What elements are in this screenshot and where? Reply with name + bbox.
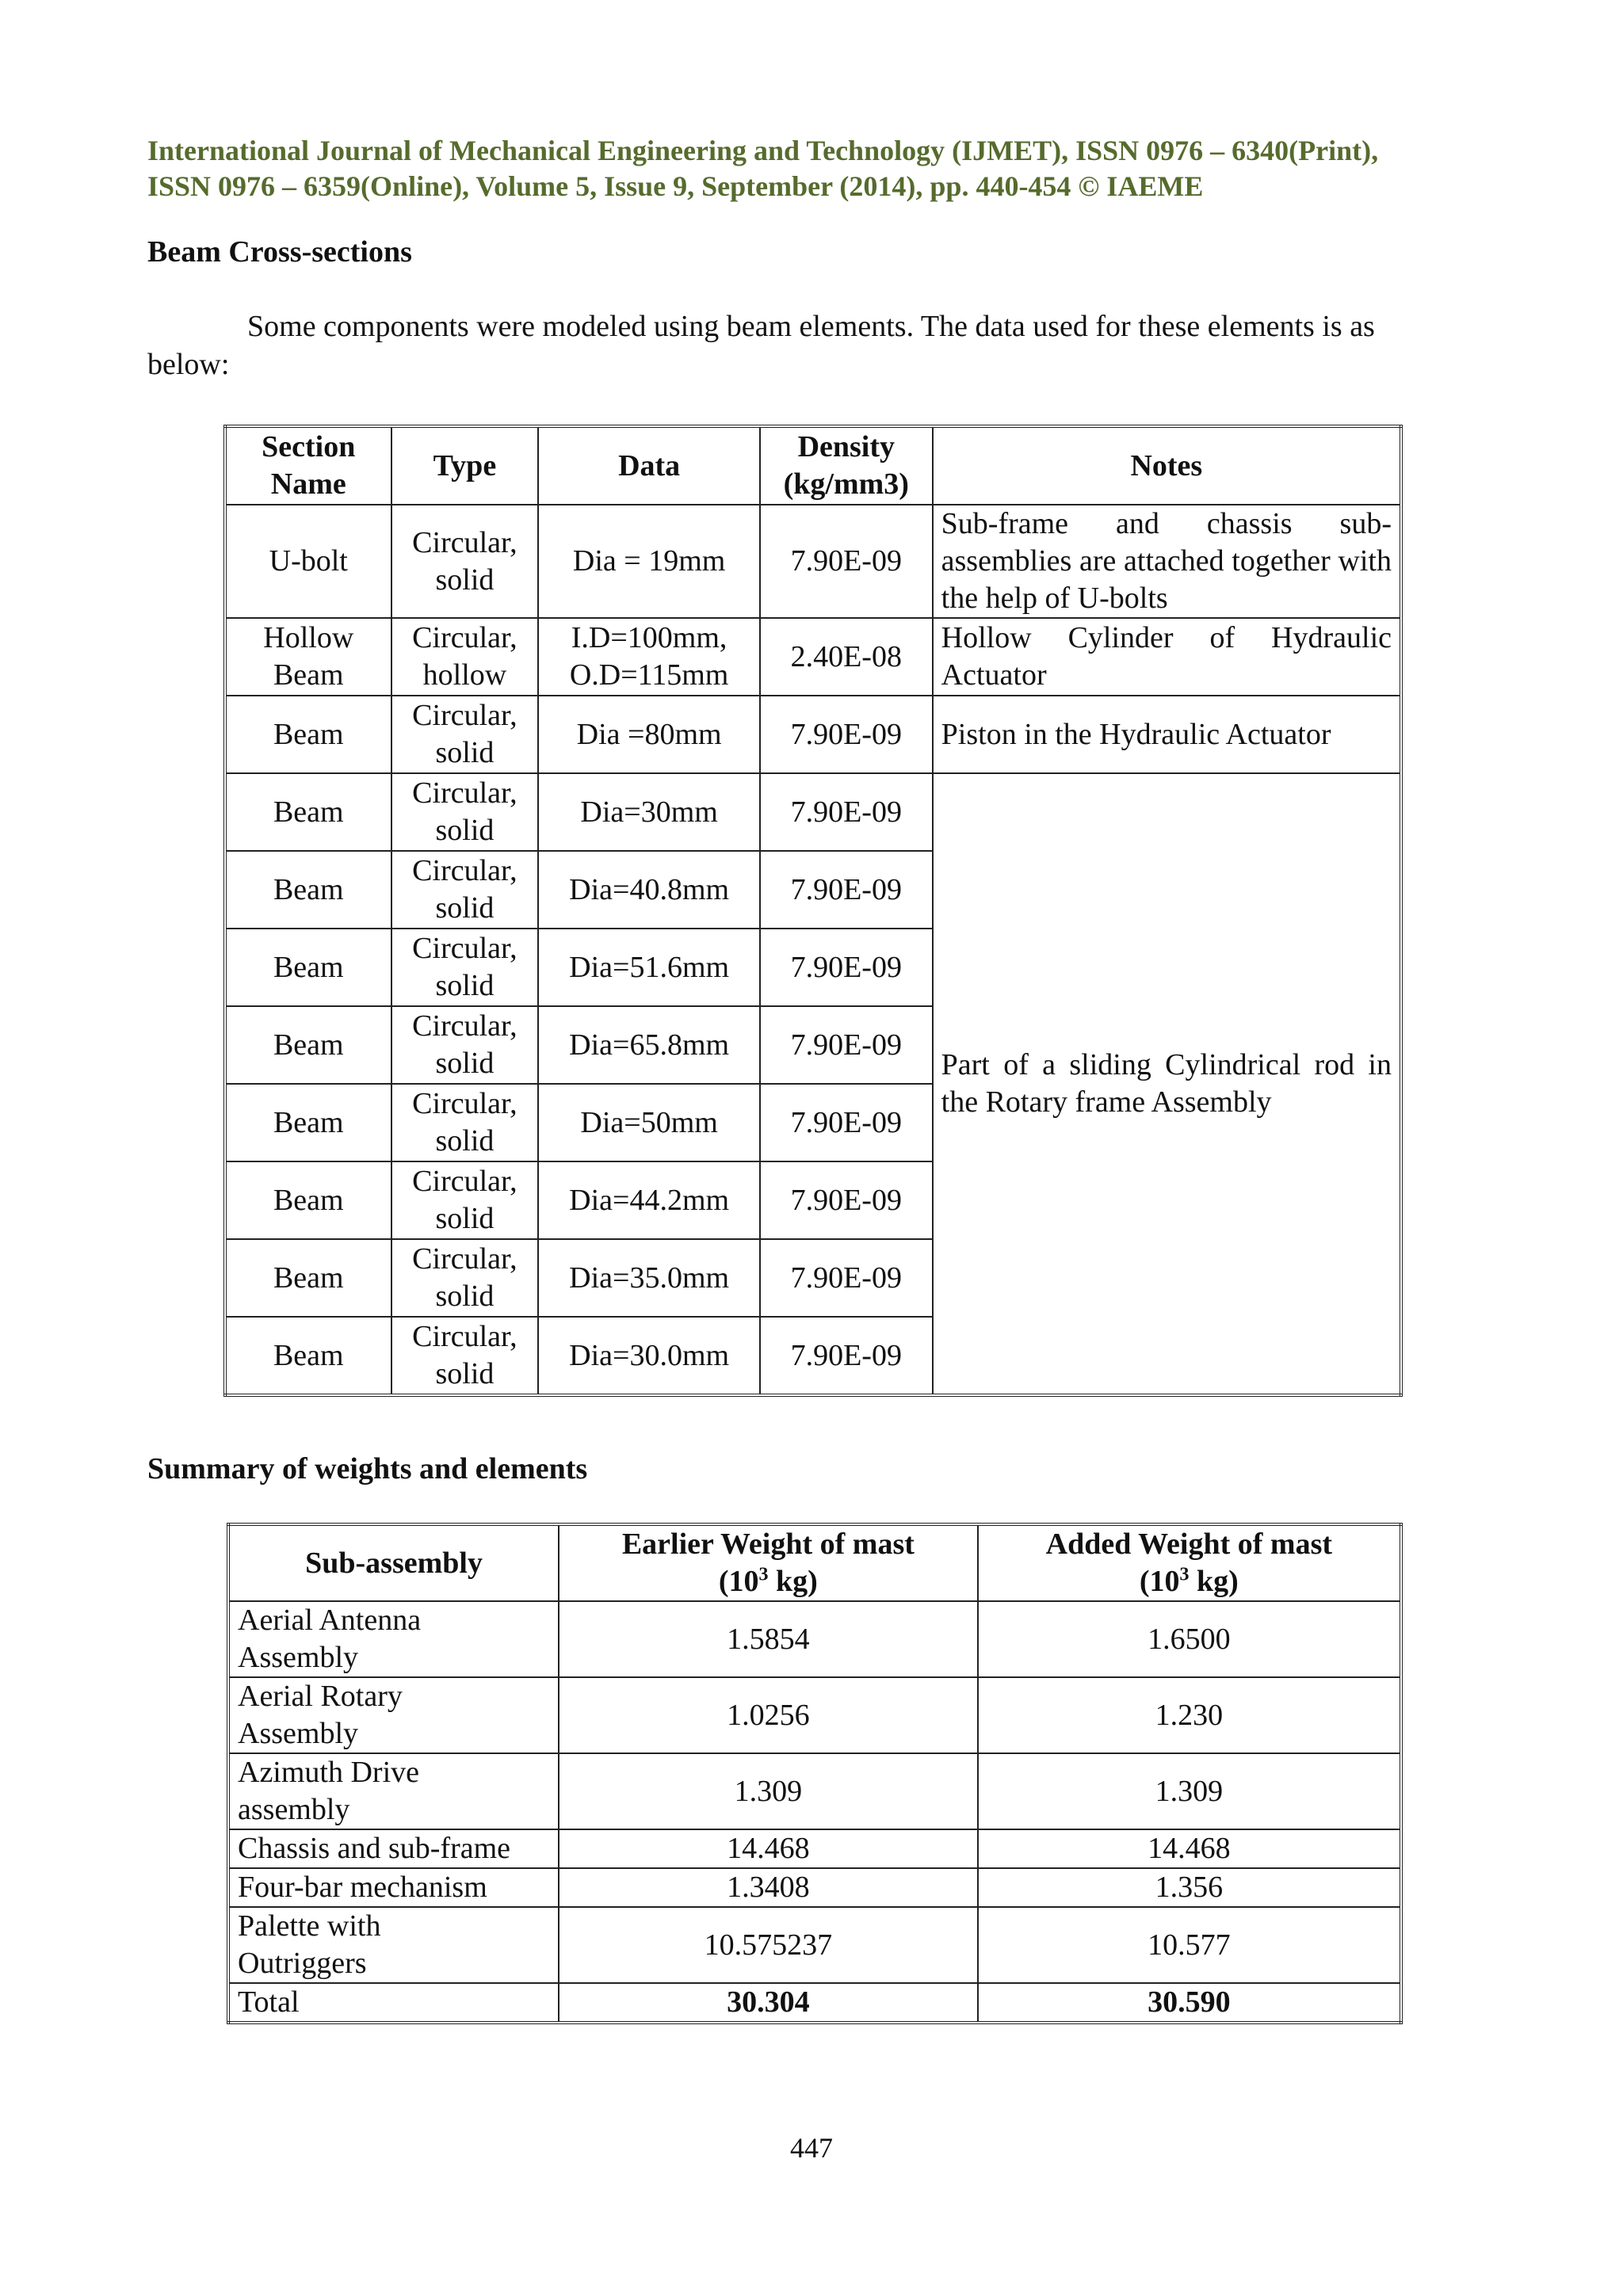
cell-earlier-weight: 1.3408	[559, 1868, 978, 1907]
weights-summary-table	[227, 1523, 1403, 2024]
column-header-type: Type	[391, 426, 539, 505]
cell-section-name: Beam	[225, 1317, 391, 1395]
table-row	[228, 1753, 1401, 1829]
cell-type: Circular, solid	[391, 773, 539, 851]
cell-data: Dia=30.0mm	[538, 1317, 760, 1395]
cell-section-name: Beam	[225, 1239, 391, 1317]
cell-data: Dia=44.2mm	[538, 1161, 760, 1239]
cell-sub-assembly: Azimuth Drive assembly	[228, 1753, 559, 1829]
cell-earlier-weight: 1.0256	[559, 1677, 978, 1753]
table-row-total	[228, 1983, 1401, 2023]
cell-notes: Sub-frame and chassis sub-assemblies are attached together with the help of U-bolts	[933, 505, 1401, 618]
column-header-density: Density (kg/mm3)	[760, 426, 933, 505]
cell-density: 2.40E-08	[760, 618, 933, 696]
cell-type: Circular, solid	[391, 1239, 539, 1317]
table-row	[228, 1868, 1401, 1907]
cell-density: 7.90E-09	[760, 1006, 933, 1084]
cell-added-weight: 1.356	[978, 1868, 1401, 1907]
cell-sub-assembly: Four-bar mechanism	[228, 1868, 559, 1907]
cell-added-weight: 10.577	[978, 1907, 1401, 1983]
cell-density: 7.90E-09	[760, 773, 933, 851]
cell-earlier-weight: 10.575237	[559, 1907, 978, 1983]
cell-added-weight: 14.468	[978, 1829, 1401, 1868]
cell-data: Dia =80mm	[538, 696, 760, 773]
cell-density: 7.90E-09	[760, 696, 933, 773]
cell-section-name: Hollow Beam	[225, 618, 391, 696]
cell-section-name: Beam	[225, 851, 391, 929]
cell-type: Circular, solid	[391, 1161, 539, 1239]
table-row	[228, 1907, 1401, 1983]
cell-type: Circular, solid	[391, 851, 539, 929]
cell-added-weight: 30.590	[978, 1983, 1401, 2023]
cell-density: 7.90E-09	[760, 929, 933, 1006]
column-header-added-weight: Added Weight of mast ($10^3$ kg)	[978, 1524, 1401, 1601]
cell-density: 7.90E-09	[760, 1317, 933, 1395]
cell-type: Circular, solid	[391, 1317, 539, 1395]
cell-type: Circular, hollow	[391, 618, 539, 696]
cell-type: Circular, solid	[391, 929, 539, 1006]
section-title-summary-of-weights: Summary of weights and elements	[147, 1452, 588, 1486]
cell-data: Dia=30mm	[538, 773, 760, 851]
cell-data: Dia=51.6mm	[538, 929, 760, 1006]
cell-added-weight: 1.230	[978, 1677, 1401, 1753]
table-row	[225, 505, 1401, 618]
column-header-earlier-weight: Earlier Weight of mast ($10^3$ kg)	[559, 1524, 978, 1601]
cell-data: Dia = 19mm	[538, 505, 760, 618]
cell-section-name: Beam	[225, 773, 391, 851]
cell-data: Dia=40.8mm	[538, 851, 760, 929]
beam-cross-section-table	[223, 425, 1403, 1397]
table-row	[228, 1601, 1401, 1677]
cell-added-weight: 1.309	[978, 1753, 1401, 1829]
cell-section-name: Beam	[225, 1161, 391, 1239]
table-row	[228, 1677, 1401, 1753]
cell-density: 7.90E-09	[760, 1084, 933, 1161]
cell-type: Circular, solid	[391, 696, 539, 773]
table-row	[225, 618, 1401, 696]
cell-earlier-weight: 1.5854	[559, 1601, 978, 1677]
cell-section-name: Beam	[225, 696, 391, 773]
cell-section-name: U-bolt	[225, 505, 391, 618]
cell-earlier-weight: 30.304	[559, 1983, 978, 2023]
cell-data: Dia=50mm	[538, 1084, 760, 1161]
cell-sub-assembly: Chassis and sub-frame	[228, 1829, 559, 1868]
cell-type: Circular, solid	[391, 1006, 539, 1084]
cell-notes: Hollow Cylinder of Hydraulic Actuator	[933, 618, 1401, 696]
intro-paragraph-line-2: below:	[147, 348, 230, 381]
cell-data: I.D=100mm, O.D=115mm	[538, 618, 760, 696]
cell-type: Circular, solid	[391, 1084, 539, 1161]
column-header-section-name: Section Name	[225, 426, 391, 505]
table-row	[225, 696, 1401, 773]
cell-earlier-weight: 1.309	[559, 1753, 978, 1829]
cell-sub-assembly: Aerial Antenna Assembly	[228, 1601, 559, 1677]
cell-data: Dia=35.0mm	[538, 1239, 760, 1317]
cell-added-weight: 1.6500	[978, 1601, 1401, 1677]
cell-notes: Piston in the Hydraulic Actuator	[933, 696, 1401, 773]
cell-sub-assembly: Aerial Rotary Assembly	[228, 1677, 559, 1753]
page-number: 447	[790, 2132, 833, 2164]
journal-header	[147, 133, 1487, 204]
cell-type: Circular, solid	[391, 505, 539, 618]
column-header-data: Data	[538, 426, 760, 505]
cell-density: 7.90E-09	[760, 505, 933, 618]
cell-section-name: Beam	[225, 929, 391, 1006]
intro-paragraph	[147, 307, 1476, 383]
cell-density: 7.90E-09	[760, 851, 933, 929]
cell-notes-merged: Part of a sliding Cylindrical rod in the Rotary frame Assembly	[933, 773, 1401, 1395]
journal-header-line-1: International Journal of Mechanical Engineering and Technology (IJMET), ISSN 0976 – 6340(Print),	[147, 135, 1379, 166]
section-title-beam-cross-sections: Beam Cross-sections	[147, 235, 412, 269]
table-row	[228, 1829, 1401, 1868]
column-header-notes: Notes	[933, 426, 1401, 505]
cell-data: Dia=65.8mm	[538, 1006, 760, 1084]
cell-earlier-weight: 14.468	[559, 1829, 978, 1868]
cell-density: 7.90E-09	[760, 1239, 933, 1317]
journal-header-line-2: ISSN 0976 – 6359(Online), Volume 5, Issue 9, September (2014), pp. 440-454 © IAEME	[147, 170, 1204, 202]
cell-density: 7.90E-09	[760, 1161, 933, 1239]
table-header-row	[225, 426, 1401, 505]
cell-sub-assembly: Palette with Outriggers	[228, 1907, 559, 1983]
table-header-row	[228, 1524, 1401, 1601]
cell-sub-assembly: Total	[228, 1983, 559, 2023]
table-row	[225, 773, 1401, 851]
cell-section-name: Beam	[225, 1084, 391, 1161]
column-header-sub-assembly: Sub-assembly	[228, 1524, 559, 1601]
cell-section-name: Beam	[225, 1006, 391, 1084]
intro-paragraph-line-1: Some components were modeled using beam elements. The data used for these elements is as	[247, 310, 1375, 343]
